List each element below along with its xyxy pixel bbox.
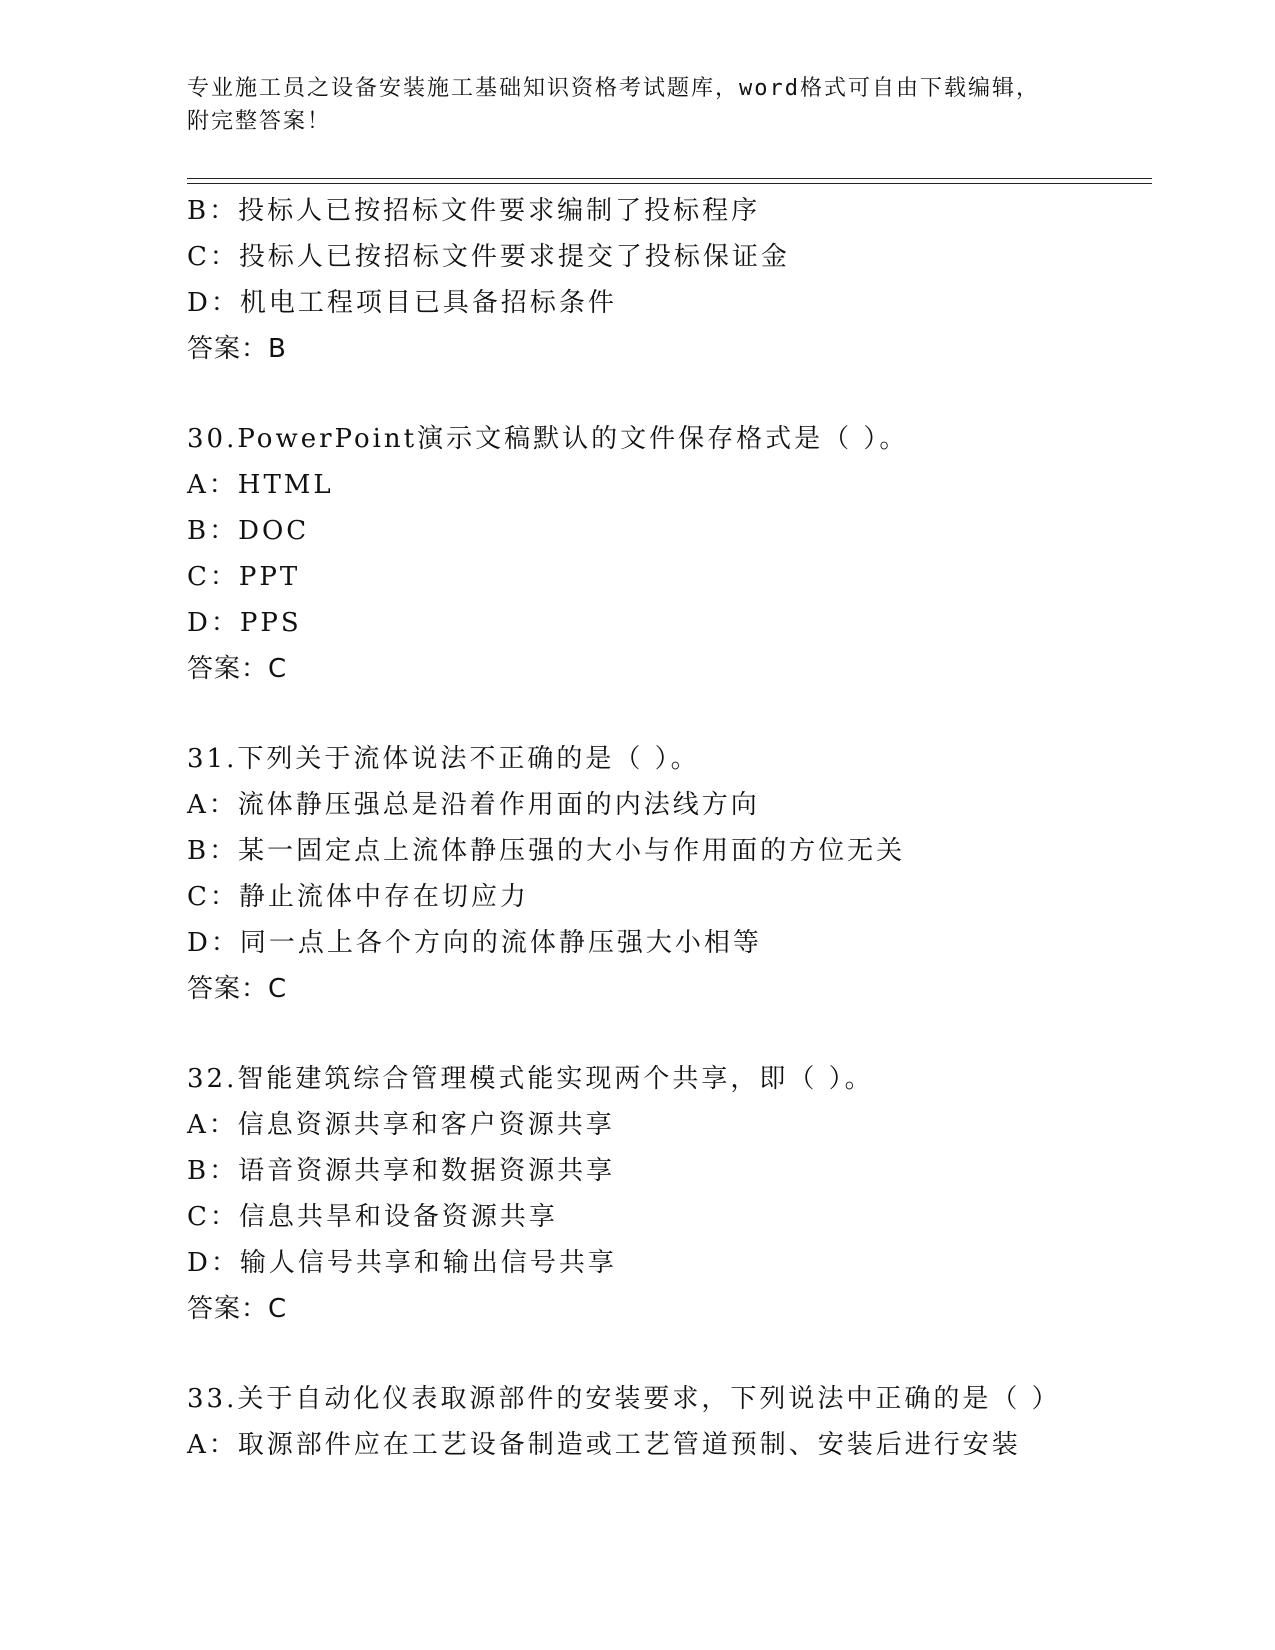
option-d: D：输人信号共享和输出信号共享 [187, 1248, 617, 1278]
answer: 答案：C [187, 654, 288, 684]
option-c: C：PPT [187, 562, 301, 592]
option-c: C：静止流体中存在切应力 [187, 882, 529, 912]
header-line-1: 专业施工员之设备安装施工基础知识资格考试题库，word格式可自由下载编辑， [187, 76, 1040, 101]
option-d: D：PPS [187, 608, 302, 638]
header-divider-bottom [187, 183, 1152, 184]
option-a: A：取源部件应在工艺设备制造或工艺管道预制、安装后进行安装 [187, 1430, 1021, 1460]
option-c: C：信息共旱和设备资源共享 [187, 1202, 558, 1232]
answer: 答案：C [187, 974, 288, 1004]
option-b: B：某一固定点上流体静压强的大小与作用面的方位无关 [187, 836, 906, 866]
option-b: B：语音资源共享和数据资源共享 [187, 1156, 616, 1186]
question-list [187, 188, 1152, 1468]
question-text: 30.PowerPoint演示文稿默认的文件保存格式是（ ）。 [187, 424, 909, 454]
option-d: D：机电工程项目已具备招标条件 [187, 288, 617, 318]
question-text: 32.智能建筑综合管理模式能实现两个共享，即（ ）。 [187, 1064, 874, 1094]
option-a: A：HTML [187, 470, 334, 500]
option-d: D：同一点上各个方向的流体静压强大小相等 [187, 928, 762, 958]
header-line-2: 附完整答案！ [187, 109, 332, 134]
option-b: B：DOC [187, 516, 310, 546]
answer: 答案：B [187, 334, 287, 364]
answer: 答案：C [187, 1294, 288, 1324]
document-header [187, 72, 1067, 138]
question-32 [187, 1056, 1152, 1332]
option-c: C：投标人已按招标文件要求提交了投标保证金 [187, 242, 790, 272]
header-divider-top [187, 178, 1152, 179]
question-33 [187, 1376, 1152, 1468]
option-a: A：流体静压强总是沿着作用面的内法线方向 [187, 790, 760, 820]
question-text: 31.下列关于流体说法不正确的是（ ）。 [187, 744, 700, 774]
question-30 [187, 416, 1152, 692]
option-b: B：投标人已按招标文件要求编制了投标程序 [187, 196, 761, 226]
option-a: A：信息资源共享和客户资源共享 [187, 1110, 615, 1140]
question-29 [187, 188, 1152, 372]
question-31 [187, 736, 1152, 1012]
question-text: 33.关于自动化仪表取源部件的安装要求，下列说法中正确的是（ ） [187, 1384, 1061, 1414]
